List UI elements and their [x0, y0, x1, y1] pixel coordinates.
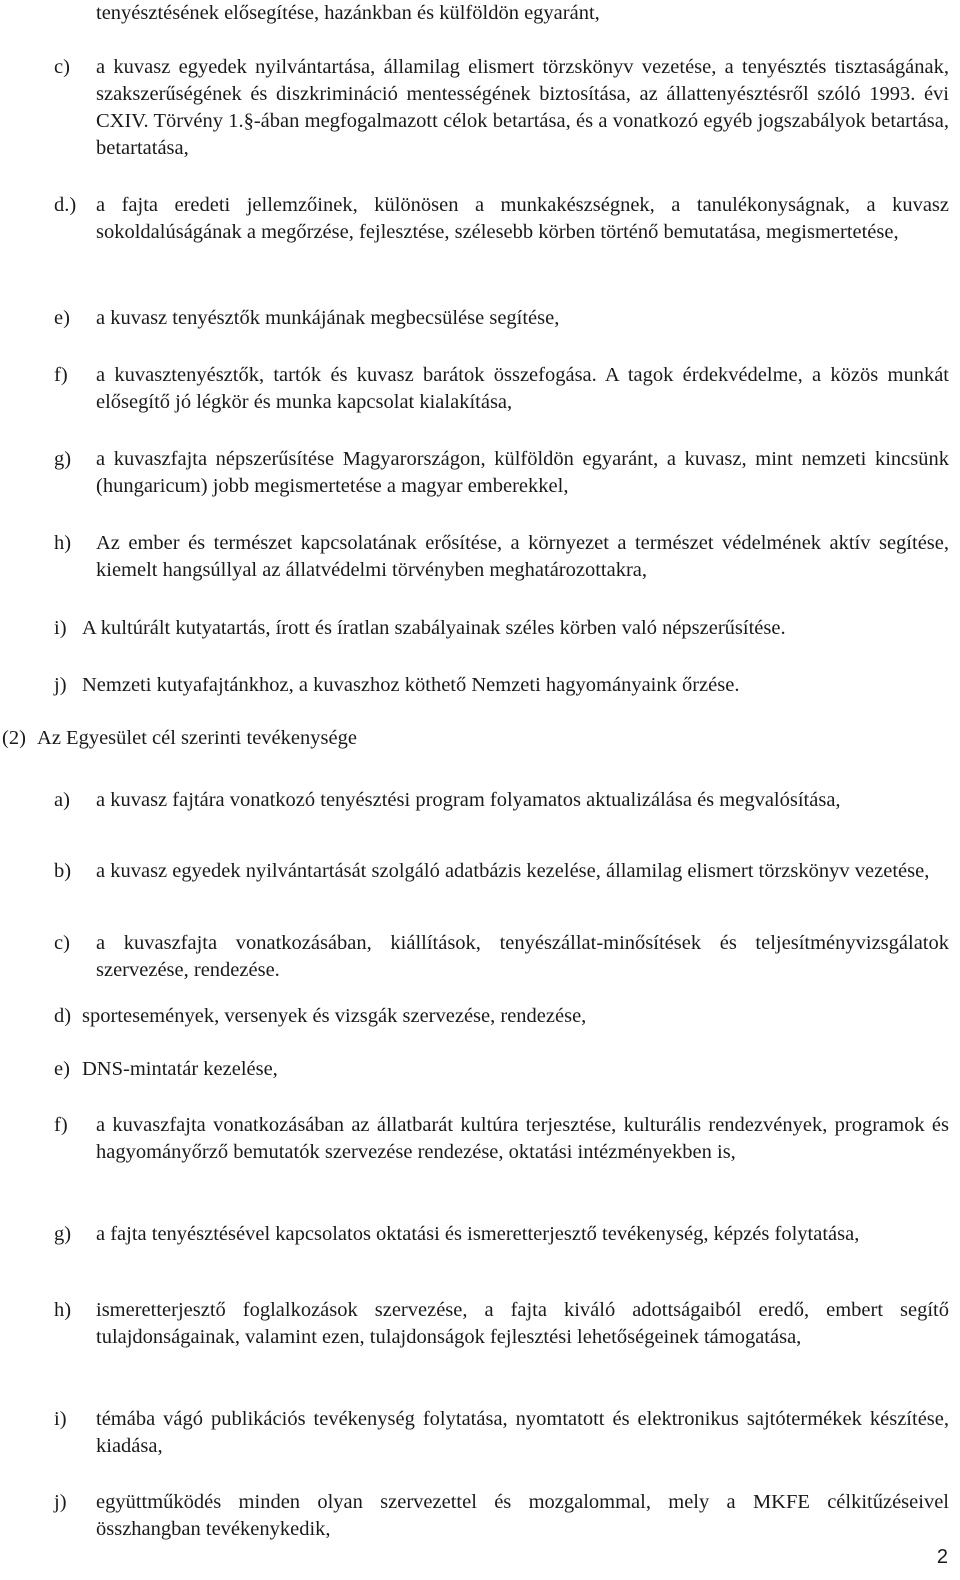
list-item-text: Nemzeti kutyafajtánkhoz, a kuvaszhoz köthető Nemzeti hagyományaink őrzése. [82, 674, 740, 696]
activity-item-a [54, 787, 949, 814]
list-item-label: i) [54, 617, 67, 639]
list-item-c [54, 54, 949, 162]
continuation-text: tenyésztésének elősegítése, hazánkban és külföldön egyaránt, [96, 2, 600, 24]
list-item-label: f) [54, 364, 68, 386]
list-item-label: e) [54, 307, 70, 329]
list-item-label: d) [54, 1005, 72, 1027]
list-item-label: e) [54, 1058, 70, 1080]
list-item-text: a fajta tenyésztésével kapcsolatos oktatási és ismeretterjesztő tevékenység, képzés folytatása, [96, 1223, 860, 1245]
page-number: 2 [936, 1546, 948, 1568]
activity-item-h [54, 1297, 949, 1351]
list-item-label: f) [54, 1114, 68, 1136]
activity-item-b [54, 858, 949, 885]
list-item-text: a kuvasztenyésztők, tartók és kuvasz barátok összefogása. A tagok érdekvédelme, a közös munkát elősegítő jó légkör és munka kapcsolat kialakítása, [96, 364, 949, 413]
list-item-text: témába vágó publikációs tevékenység folytatása, nyomtatott és elektronikus sajtótermékek készítése, kiadása, [96, 1408, 949, 1457]
list-item-label: j) [54, 1491, 67, 1513]
list-item-text: a fajta eredeti jellemzőinek, különösen a munkakészségnek, a tanulékonyságnak, a kuvasz sokoldalúságának a megőrzése, fejlesztése, szélesebb körben történő bemutatása, megismertetése, [96, 194, 949, 243]
list-item-label: g) [54, 448, 72, 470]
list-item-f [54, 362, 949, 416]
list-item-label: h) [54, 1299, 72, 1321]
list-item-label: d.) [54, 194, 77, 216]
activity-item-f [54, 1112, 949, 1166]
list-item-text: együttműködés minden olyan szervezettel és mozgalommal, mely a MKFE célkitűzéseivel összhangban tevékenykedik, [96, 1491, 949, 1540]
section-heading [2, 725, 942, 752]
list-item-i [54, 615, 949, 642]
list-item-text: DNS-mintatár kezelése, [82, 1058, 278, 1080]
list-item-text: a kuvaszfajta vonatkozásában az állatbarát kultúra terjesztése, kulturális rendezvények, programok és hagyományőrző bemutatók szervezése rendezése, oktatási intézményekben is, [96, 1114, 949, 1163]
list-item-label: c) [54, 932, 70, 954]
list-item-g [54, 446, 949, 500]
list-item-text: a kuvaszfajta vonatkozásában, kiállítások, tenyészállat-minősítések és teljesítményvizsgálatok szervezése, rendezése. [96, 932, 949, 981]
list-item-j [54, 672, 949, 699]
list-item-label: b) [54, 860, 72, 882]
list-item-label: i) [54, 1408, 67, 1430]
list-item-text: a kuvasz tenyésztők munkájának megbecsülése segítése, [96, 307, 560, 329]
list-item-e [54, 305, 949, 332]
activity-item-d [54, 1003, 949, 1030]
list-item-text: a kuvasz egyedek nyilvántartását szolgáló adatbázis kezelése, államilag elismert törzskönyv vezetése, [96, 860, 930, 882]
list-item-text: A kultúrált kutyatartás, írott és íratlan szabályainak széles körben való népszerűsítése. [82, 617, 786, 639]
activity-item-i [54, 1406, 949, 1460]
list-item-text: ismeretterjesztő foglalkozások szervezése, a fajta kiváló adottságaiból eredő, embert segítő tulajdonságainak, valamint ezen, tulajdonságok fejlesztési lehetőségeinek támogatása, [96, 1299, 949, 1348]
section-number: (2) [2, 727, 26, 749]
list-item-label: g) [54, 1223, 72, 1245]
list-item-d [54, 192, 949, 246]
list-item-text: a kuvasz fajtára vonatkozó tenyésztési program folyamatos aktualizálása és megvalósítása, [96, 789, 841, 811]
list-item-label: a) [54, 789, 70, 811]
list-item-label: c) [54, 56, 70, 78]
list-item-text: a kuvaszfajta népszerűsítése Magyarországon, külföldön egyaránt, a kuvasz, mint nemzeti kincsünk (hungaricum) jobb megismertetése a magyar emberekkel, [96, 448, 949, 497]
list-item-text: a kuvasz egyedek nyilvántartása, államilag elismert törzskönyv vezetése, a tenyésztés tisztaságának, szakszerűségének és diszkrimináció mentességének biztosítása, az állattenyésztésről szóló 1993. évi CXIV. Törvény 1.§-ában megfogalmazott célok betartása, és a vonatkozó egyéb jogszabályok betartása, betartatása, [96, 56, 949, 159]
activity-item-j [54, 1489, 949, 1543]
activity-item-e [54, 1056, 949, 1083]
activity-item-g [54, 1221, 949, 1248]
list-item-text: Az ember és természet kapcsolatának erősítése, a környezet a természet védelmének aktív segítése, kiemelt hangsúllyal az állatvédelmi törvényben meghatározottakra, [96, 532, 949, 581]
section-title: Az Egyesület cél szerinti tevékenysége [37, 727, 357, 749]
list-item-label: h) [54, 532, 72, 554]
list-item-label: j) [54, 674, 67, 696]
activity-item-c [54, 930, 949, 984]
list-item-h [54, 530, 949, 584]
list-item-text: sportesemények, versenyek és vizsgák szervezése, rendezése, [82, 1005, 587, 1027]
